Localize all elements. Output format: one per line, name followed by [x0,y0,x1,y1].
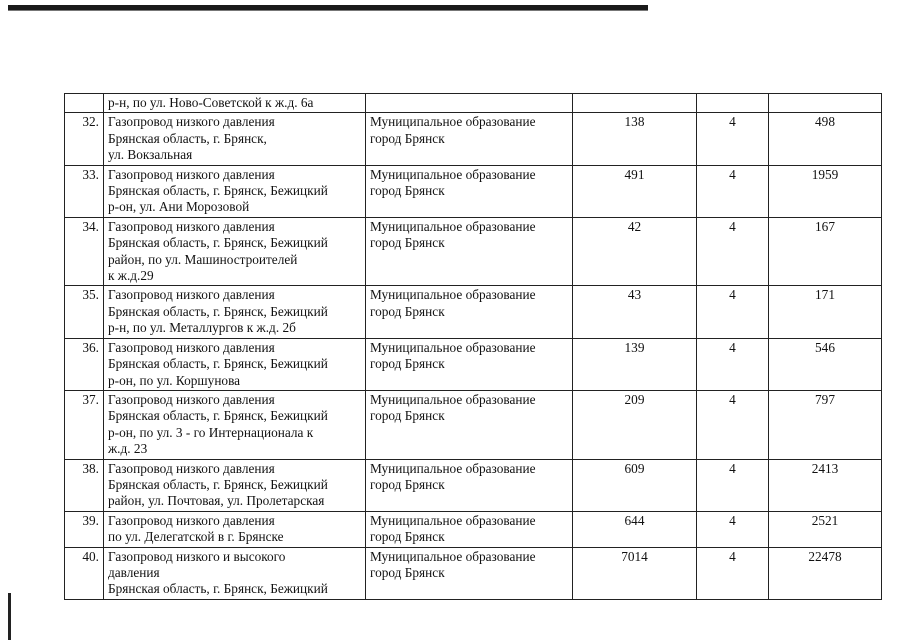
row-number-cell: 33. [65,165,104,217]
object-name-cell: Газопровод низкого давления Брянская область, г. Брянск, Бежицкий р-он, по ул. 3 - го Интернационала к ж.д. 23 [104,390,366,459]
owner-cell: Муниципальное образование город Брянск [366,390,573,459]
owner-cell: Муниципальное образование город Брянск [366,338,573,390]
register-table-body [65,94,882,600]
value-cell [769,94,882,113]
diameter-cell: 4 [697,459,769,511]
object-name-cell: Газопровод низкого давления Брянская область, г. Брянск, Бежицкий р-он, по ул. Коршунова [104,338,366,390]
owner-cell: Муниципальное образование город Брянск [366,286,573,338]
owner-cell: Муниципальное образование город Брянск [366,113,573,165]
row-number-cell: 40. [65,547,104,599]
owner-cell: Муниципальное образование город Брянск [366,165,573,217]
object-name-cell: р-н, по ул. Ново-Советской к ж.д. 6а [104,94,366,113]
length-cell: 43 [573,286,697,338]
row-number-cell: 34. [65,217,104,286]
diameter-cell [697,94,769,113]
table-row [65,165,882,217]
table-row [65,217,882,286]
length-cell: 491 [573,165,697,217]
object-name-cell: Газопровод низкого давления Брянская область, г. Брянск, Бежицкий район, ул. Почтовая, ул. Пролетарская [104,459,366,511]
length-cell: 42 [573,217,697,286]
owner-cell [366,94,573,113]
length-cell: 138 [573,113,697,165]
table-row [65,286,882,338]
object-name-cell: Газопровод низкого давления Брянская область, г. Брянск, ул. Вокзальная [104,113,366,165]
owner-cell: Муниципальное образование город Брянск [366,547,573,599]
diameter-cell: 4 [697,113,769,165]
table-row [65,511,882,547]
table-row [65,459,882,511]
value-cell: 171 [769,286,882,338]
value-cell: 167 [769,217,882,286]
owner-cell: Муниципальное образование город Брянск [366,511,573,547]
object-name-cell: Газопровод низкого и высокого давления Брянская область, г. Брянск, Бежицкий [104,547,366,599]
length-cell: 7014 [573,547,697,599]
value-cell: 22478 [769,547,882,599]
length-cell: 644 [573,511,697,547]
table-row [65,113,882,165]
row-number-cell [65,94,104,113]
table-row [65,338,882,390]
length-cell: 209 [573,390,697,459]
object-name-cell: Газопровод низкого давления Брянская область, г. Брянск, Бежицкий район, по ул. Машиностроителей к ж.д.29 [104,217,366,286]
value-cell: 797 [769,390,882,459]
owner-cell: Муниципальное образование город Брянск [366,217,573,286]
object-name-cell: Газопровод низкого давления Брянская область, г. Брянск, Бежицкий р-он, ул. Ани Морозовой [104,165,366,217]
scan-top-edge-shadow [8,10,648,11]
diameter-cell: 4 [697,511,769,547]
scan-left-margin-line [8,593,11,640]
row-number-cell: 39. [65,511,104,547]
diameter-cell: 4 [697,286,769,338]
table-row [65,547,882,599]
object-name-cell: Газопровод низкого давления по ул. Делегатской в г. Брянске [104,511,366,547]
length-cell [573,94,697,113]
row-number-cell: 37. [65,390,104,459]
value-cell: 1959 [769,165,882,217]
table-row [65,390,882,459]
length-cell: 609 [573,459,697,511]
diameter-cell: 4 [697,217,769,286]
diameter-cell: 4 [697,547,769,599]
value-cell: 2413 [769,459,882,511]
value-cell: 498 [769,113,882,165]
row-number-cell: 35. [65,286,104,338]
diameter-cell: 4 [697,338,769,390]
diameter-cell: 4 [697,390,769,459]
diameter-cell: 4 [697,165,769,217]
object-name-cell: Газопровод низкого давления Брянская область, г. Брянск, Бежицкий р-н, по ул. Металлургов к ж.д. 2б [104,286,366,338]
value-cell: 546 [769,338,882,390]
value-cell: 2521 [769,511,882,547]
property-register-table [64,93,882,600]
table-row [65,94,882,113]
owner-cell: Муниципальное образование город Брянск [366,459,573,511]
length-cell: 139 [573,338,697,390]
row-number-cell: 38. [65,459,104,511]
row-number-cell: 36. [65,338,104,390]
row-number-cell: 32. [65,113,104,165]
